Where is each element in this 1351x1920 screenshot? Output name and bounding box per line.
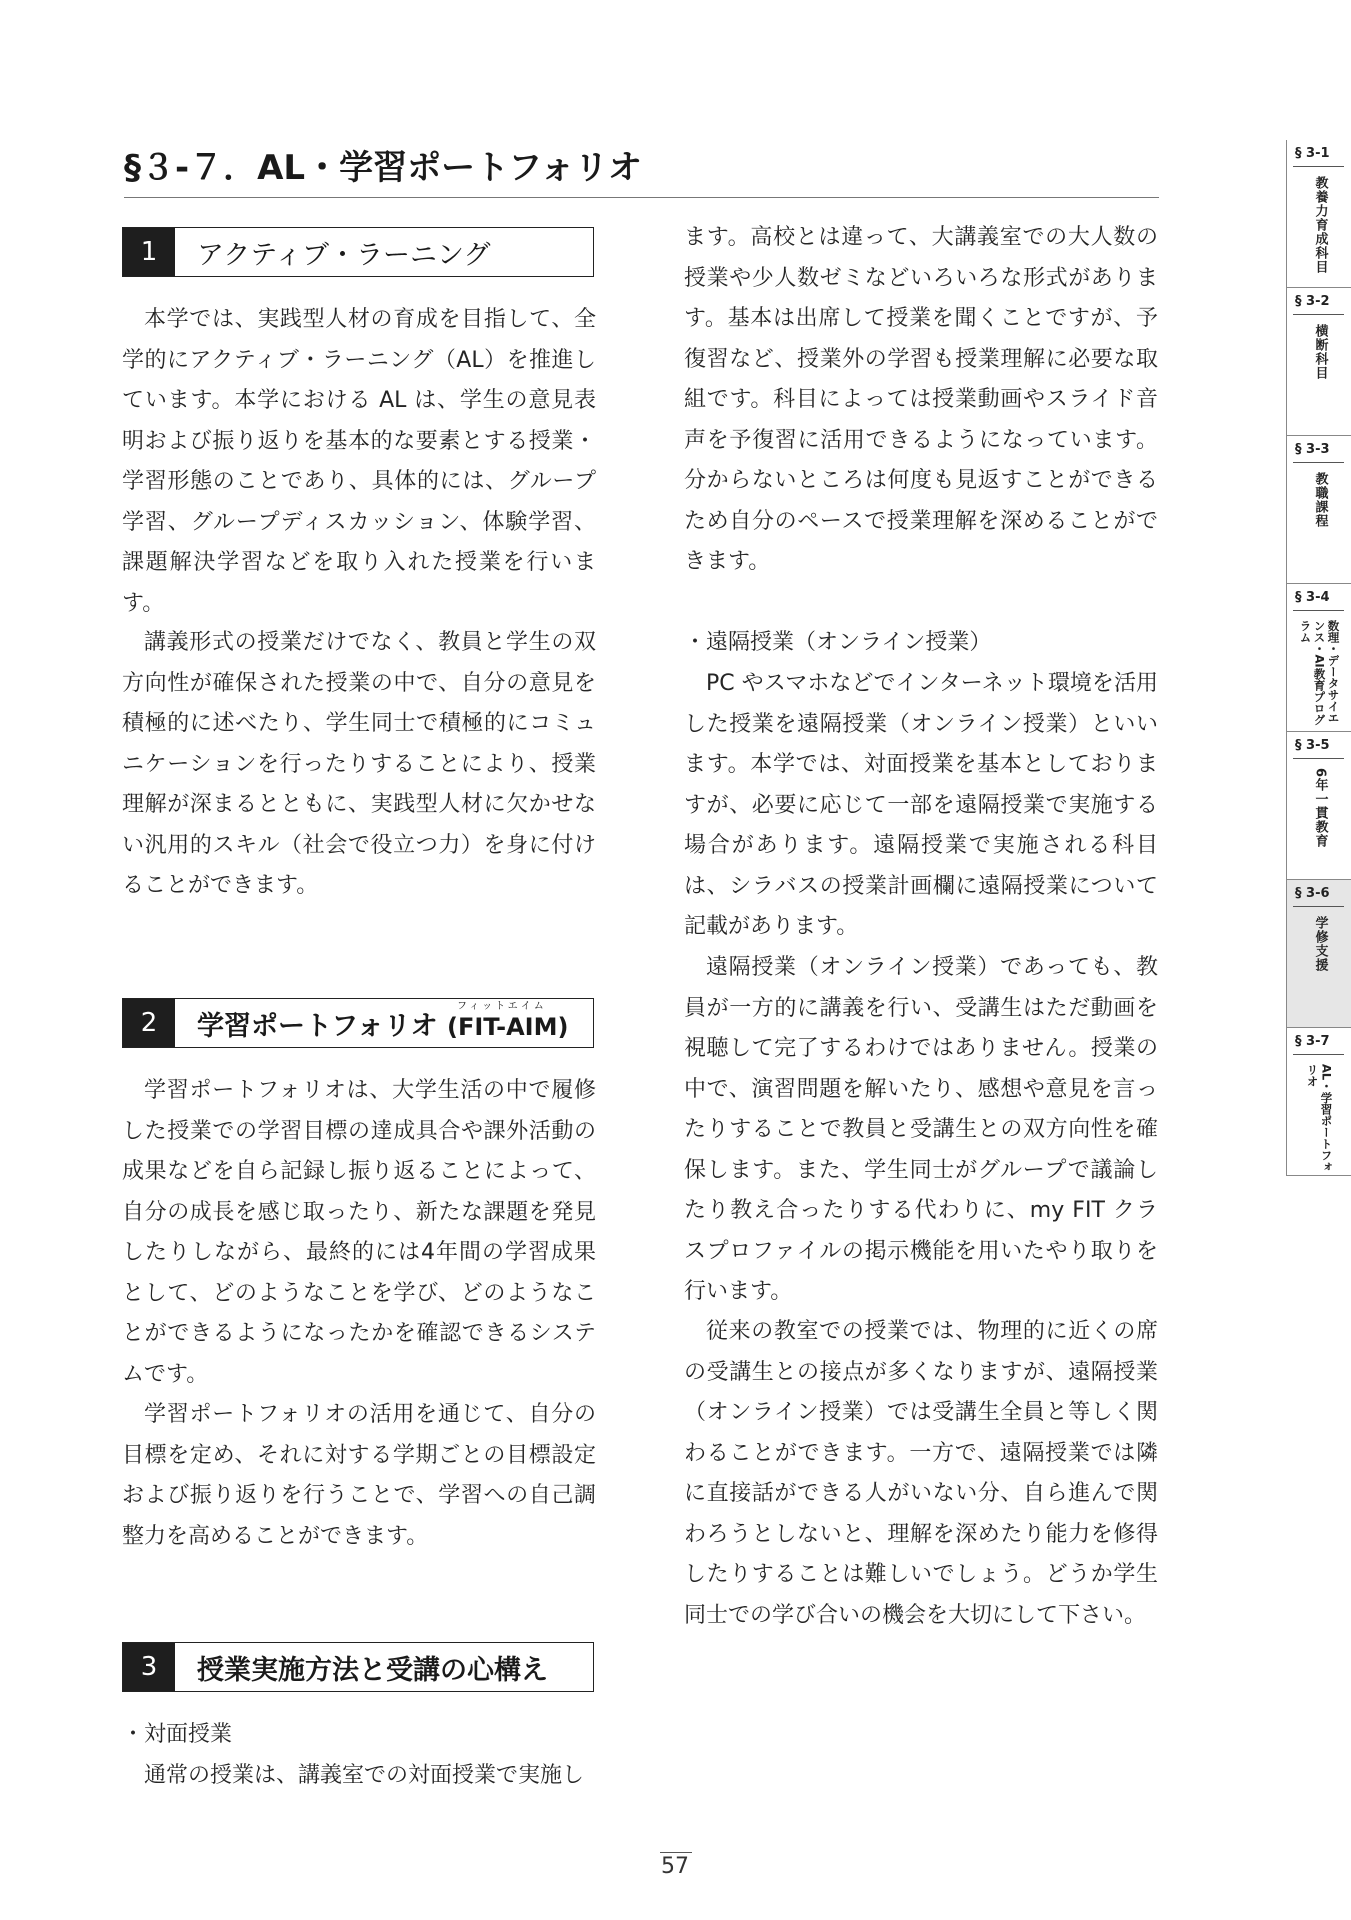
section-3-bullet-face-to-face: ・対面授業: [122, 1722, 233, 1747]
section-1-header: [122, 227, 594, 277]
section-3-number: 3: [123, 1643, 175, 1691]
sidebar-tab-label: 数理・データサイエンス・AI教育プログラム: [1298, 620, 1341, 726]
sidebar-tab-3-3[interactable]: [1287, 436, 1351, 584]
sidebar-tab-code: § 3-7: [1295, 1034, 1330, 1049]
sidebar-tab-3-2[interactable]: [1287, 288, 1351, 436]
sidebar-tab-code: § 3-6: [1295, 886, 1330, 901]
sidebar-tab-3-1[interactable]: [1287, 140, 1351, 288]
right-bullet-online: ・遠隔授業（オンライン授業）: [684, 630, 992, 655]
right-paragraph-1: ます。高校とは違って、大講義室での大人数の授業や少人数ゼミなどいろいろな形式があります。基本は出席して授業を聞くことですが、予復習など、授業外の学習も授業理解に必要な取組です。科目によっては授業動画やスライド音声を予復習に活用できるようになっています。分からないところは何度も見返すことができるため自分のペースで授業理解を深めることができます。: [684, 225, 1158, 574]
section-2-title-code-wrap: [446, 1000, 569, 1041]
section-2-paragraph-2: 学習ポートフォリオの活用を通じて、自分の目標を定め、それに対する学期ごとの目標設定および振り返りを行うことで、学習への自己調整力を高めることができます。: [122, 1402, 596, 1549]
sidebar-tab-label: 6年一貫教育: [1312, 768, 1328, 849]
section-1-number: 1: [123, 228, 175, 276]
section-1-title: アクティブ・ラーニング: [197, 239, 491, 271]
sidebar-tab-3-6[interactable]: [1287, 880, 1351, 1028]
right-paragraph-2: PC やスマホなどでインターネット環境を活用した授業を遠隔授業（オンライン授業）といいます。本学では、対面授業を基本としておりますが、必要に応じて一部を遠隔授業で実施する場合があります。遠隔授業で実施される科目は、シラバスの授業計画欄に遠隔授業について記載があります。: [684, 671, 1158, 939]
section-2-title-ruby: フィットエイム: [456, 1000, 547, 1012]
sidebar-tab-code: § 3-3: [1295, 442, 1330, 457]
section-3-paragraph-1: 通常の授業は、講義室での対面授業で実施し: [144, 1763, 585, 1788]
chapter-index-sidebar: [1286, 140, 1351, 1176]
sidebar-tab-code: § 3-1: [1295, 146, 1330, 161]
sidebar-tab-label: 学修支援: [1312, 916, 1328, 972]
sidebar-tab-3-4[interactable]: [1287, 584, 1351, 732]
section-2-title-code: (FIT-AIM): [446, 1012, 569, 1041]
right-paragraph-4: 従来の教室での授業では、物理的に近くの席の受講生との接点が多くなりますが、遠隔授業（オンライン授業）では受講生全員と等しく関わることができます。一方で、遠隔授業では隣に直接話ができる人がいない分、自ら進んで関わろうとしないと、理解を深めたり能力を修得したりすることは難しいでしょう。どうか学生同士での学び合いの機会を大切にして下さい。: [684, 1319, 1158, 1628]
section-3-title: 授業実施方法と受講の心構え: [197, 1654, 548, 1686]
page-title: §３-７．AL・学習ポートフォリオ: [124, 140, 1159, 198]
sidebar-tab-3-5[interactable]: [1287, 732, 1351, 880]
sidebar-tab-label: AL・学習ポートフォリオ: [1305, 1064, 1334, 1173]
sidebar-tab-code: § 3-4: [1295, 590, 1330, 605]
sidebar-tab-code: § 3-5: [1295, 738, 1330, 753]
section-3-header: [122, 1642, 594, 1692]
section-1-paragraph-1: 本学では、実践型人材の育成を目指して、全学的にアクティブ・ラーニング（AL）を推進しています。本学における AL は、学生の意見表明および振り返りを基本的な要素とする授業・学習形態のことであり、具体的には、グループ学習、グループディスカッション、体験学習、課題解決学習などを取り入れた授業を行います。: [122, 307, 596, 616]
section-2-title: [197, 1000, 569, 1043]
sidebar-tab-label: 教養力育成科目: [1312, 176, 1328, 274]
sidebar-tab-3-7[interactable]: [1287, 1028, 1351, 1176]
sidebar-tab-label: 教職課程: [1312, 472, 1328, 528]
right-paragraph-3: 遠隔授業（オンライン授業）であっても、教員が一方的に講義を行い、受講生はただ動画を視聴して完了するわけではありません。授業の中で、演習問題を解いたり、感想や意見を言ったりすることで教員と受講生との双方向性を確保します。また、学生同士がグループで議論したり教え合ったりする代わりに、my FIT クラスプロファイルの掲示機能を用いたやり取りを行います。: [684, 955, 1158, 1304]
section-2-title-text: 学習ポートフォリオ: [197, 1010, 438, 1042]
section-2-number: 2: [123, 999, 175, 1047]
page-number-rule: [660, 1852, 692, 1853]
sidebar-tab-code: § 3-2: [1295, 294, 1330, 309]
sidebar-tab-label: 横断科目: [1312, 324, 1328, 380]
section-1-paragraph-2: 講義形式の授業だけでなく、教員と学生の双方向性が確保された授業の中で、自分の意見を積極的に述べたり、学生同士で積極的にコミュニケーションを行ったりすることにより、授業理解が深まるとともに、実践型人材に欠かせない汎用的スキル（社会で役立つ力）を身に付けることができます。: [122, 630, 596, 898]
page-number: 57: [661, 1854, 689, 1879]
section-2-paragraph-1: 学習ポートフォリオは、大学生活の中で履修した授業での学習目標の達成具合や課外活動の成果などを自ら記録し振り返ることによって、自分の成長を感じ取ったり、新たな課題を発見したりしながら、最終的には4年間の学習成果として、どのようなことを学び、どのようなことができるようになったかを確認できるシステムです。: [122, 1078, 596, 1387]
section-2-header: [122, 998, 594, 1048]
